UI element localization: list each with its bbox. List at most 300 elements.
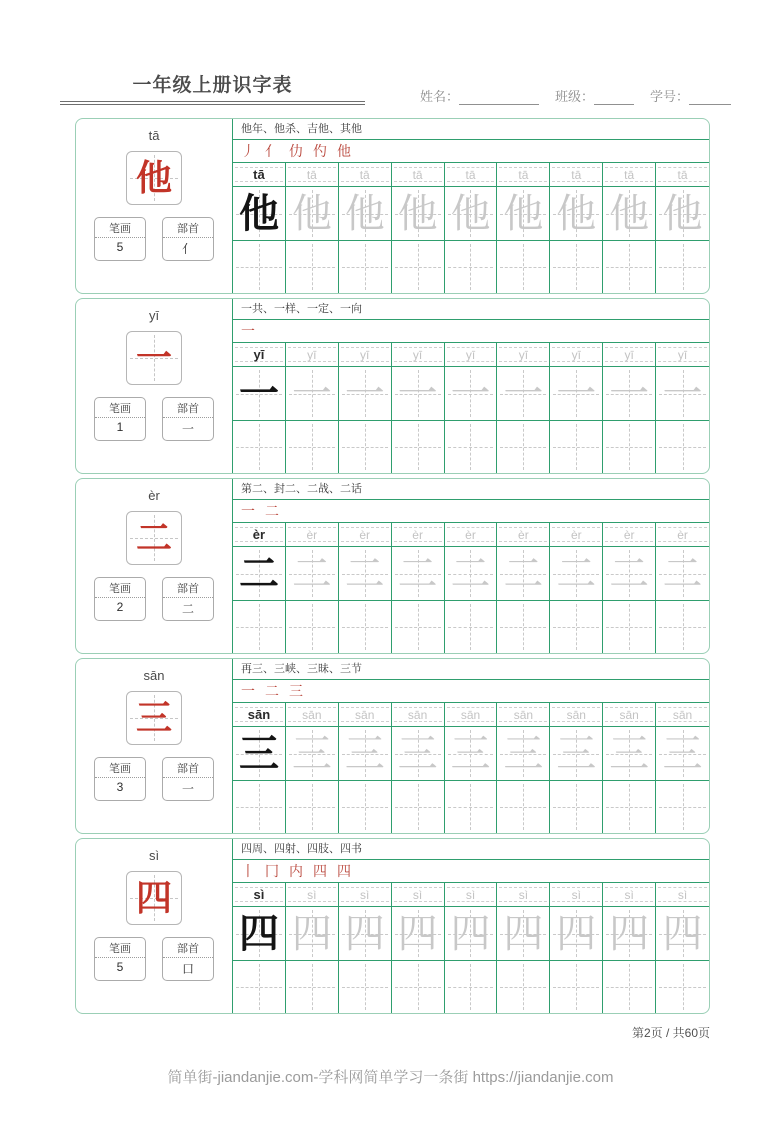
practice-pinyin-cell — [550, 163, 603, 186]
practice-pinyin-cell — [603, 883, 656, 906]
practice-char-cell — [497, 907, 550, 960]
practice-empty-cell — [550, 781, 603, 833]
pinyin-label: tā — [148, 128, 160, 143]
practice-char-text: 四 — [450, 911, 491, 956]
practice-empty-cell — [603, 421, 656, 473]
stroke-count-box — [94, 217, 146, 261]
practice-pinyin-cell — [445, 523, 498, 546]
practice-pinyin-cell — [392, 523, 445, 546]
practice-panel — [233, 119, 709, 293]
practice-pinyin-cell — [233, 523, 286, 546]
practice-pinyin-text: sì — [624, 887, 634, 902]
pinyin-label: sān — [143, 668, 165, 683]
practice-empty-cell — [497, 961, 550, 1013]
stroke-order-step: 三 — [289, 683, 303, 699]
example-words: 他年、他杀、吉他、其他 — [233, 119, 709, 140]
practice-char-text: 一 — [397, 371, 438, 416]
stroke-order-row — [233, 500, 709, 523]
practice-char-text: 四 — [662, 911, 703, 956]
practice-pinyin-cell — [286, 163, 339, 186]
practice-char-cell — [286, 907, 339, 960]
practice-empty-cell — [603, 961, 656, 1013]
practice-empty-row — [233, 241, 709, 293]
practice-empty-cell — [286, 781, 339, 833]
stroke-count-value: 2 — [116, 600, 124, 614]
practice-char-cell — [550, 187, 603, 240]
info-row — [76, 577, 232, 621]
practice-pinyin-row — [233, 883, 709, 907]
practice-empty-cell — [233, 961, 286, 1013]
character-display: 一 — [135, 337, 172, 378]
practice-char-cell — [603, 367, 656, 420]
radical-label: 部首 — [163, 218, 213, 238]
practice-empty-cell — [497, 421, 550, 473]
practice-pinyin-cell — [233, 883, 286, 906]
practice-empty-cell — [339, 781, 392, 833]
practice-char-text: 二 — [556, 551, 597, 596]
practice-panel — [233, 479, 709, 653]
practice-panel — [233, 839, 709, 1013]
practice-char-cell — [445, 727, 498, 780]
practice-pinyin-cell — [656, 523, 709, 546]
stroke-order-step: 一 — [241, 503, 255, 519]
practice-pinyin-text: èr — [306, 527, 318, 542]
character-display-box — [126, 691, 182, 745]
radical-box — [162, 397, 214, 441]
practice-char-cell — [656, 367, 709, 420]
practice-panel — [233, 299, 709, 473]
practice-pinyin-cell — [656, 163, 709, 186]
practice-char-text: 四 — [609, 911, 650, 956]
practice-char-cell — [656, 907, 709, 960]
practice-empty-cell — [445, 961, 498, 1013]
practice-pinyin-text: yī — [360, 347, 370, 362]
practice-char-cell — [339, 187, 392, 240]
char-block-yi — [75, 298, 710, 474]
practice-char-text: 四 — [291, 911, 332, 956]
practice-char-cell — [286, 547, 339, 600]
practice-empty-cell — [550, 421, 603, 473]
practice-char-cell — [603, 547, 656, 600]
title-wrap — [60, 70, 365, 105]
practice-pinyin-text: yī — [465, 347, 476, 362]
practice-char-cell — [233, 547, 286, 600]
radical-label: 部首 — [163, 758, 213, 778]
name-blank — [459, 92, 539, 105]
practice-pinyin-cell — [339, 523, 392, 546]
practice-char-cell — [392, 907, 445, 960]
practice-char-text: 三 — [344, 731, 385, 776]
practice-pinyin-text: sān — [407, 707, 428, 722]
practice-char-cell — [550, 367, 603, 420]
name-label: 姓名： — [420, 89, 460, 104]
practice-pinyin-text: sì — [518, 887, 529, 902]
stroke-order-step: 二 — [265, 683, 279, 699]
practice-pinyin-text: yī — [412, 347, 423, 362]
practice-pinyin-row — [233, 703, 709, 727]
stroke-order-step: 一 — [241, 323, 255, 339]
stroke-order-step: 仢 — [313, 143, 327, 159]
practice-pinyin-text: sān — [619, 707, 639, 722]
site-watermark: 简单街-jiandanjie.com-学科网简单学习一条街 https://jiandanjie.com — [167, 1069, 614, 1086]
practice-pinyin-text: sì — [677, 887, 688, 902]
practice-pinyin-cell — [603, 703, 656, 726]
practice-pinyin-text: tā — [412, 167, 423, 182]
char-info-panel — [76, 299, 233, 473]
practice-pinyin-cell — [233, 343, 286, 366]
character-display: 三 — [135, 697, 172, 738]
practice-pinyin-text: sì — [307, 887, 317, 902]
character-display-box — [126, 151, 182, 205]
practice-empty-cell — [286, 421, 339, 473]
stroke-count-label: 笔画 — [95, 398, 145, 418]
radical-box — [162, 937, 214, 981]
practice-char-text: 他 — [344, 191, 385, 236]
practice-pinyin-cell — [550, 523, 603, 546]
practice-char-text: 二 — [291, 551, 332, 596]
practice-char-text: 二 — [238, 551, 279, 596]
practice-char-text: 三 — [238, 731, 279, 776]
practice-pinyin-row — [233, 163, 709, 187]
practice-char-cell — [339, 547, 392, 600]
practice-empty-cell — [656, 781, 709, 833]
char-info-panel — [76, 119, 233, 293]
practice-empty-cell — [392, 421, 445, 473]
practice-pinyin-cell — [550, 883, 603, 906]
practice-char-text: 四 — [397, 911, 438, 956]
practice-empty-cell — [603, 241, 656, 293]
practice-empty-cell — [392, 781, 445, 833]
practice-pinyin-cell — [445, 163, 498, 186]
practice-pinyin-text: sì — [360, 887, 370, 902]
stroke-count-label: 笔画 — [95, 578, 145, 598]
id-blank — [689, 92, 731, 105]
practice-char-text: 一 — [238, 371, 279, 416]
practice-pinyin-text: sān — [566, 707, 586, 722]
practice-empty-row — [233, 961, 709, 1013]
practice-pinyin-text: yī — [307, 347, 317, 362]
class-blank — [594, 92, 634, 105]
practice-char-text: 他 — [503, 191, 544, 236]
practice-empty-cell — [656, 601, 709, 653]
practice-char-text: 他 — [397, 191, 438, 236]
radical-box — [162, 757, 214, 801]
practice-empty-cell — [656, 421, 709, 473]
stroke-order-step: 四 — [313, 863, 327, 879]
practice-pinyin-cell — [550, 343, 603, 366]
practice-pinyin-cell — [445, 703, 498, 726]
practice-empty-row — [233, 601, 709, 653]
radical-label: 部首 — [163, 578, 213, 598]
stroke-order-step: 仂 — [289, 143, 303, 159]
char-block-ta — [75, 118, 710, 294]
practice-pinyin-cell — [445, 343, 498, 366]
practice-pinyin-text: èr — [359, 527, 371, 542]
practice-empty-cell — [286, 601, 339, 653]
practice-empty-cell — [233, 601, 286, 653]
practice-char-text: 一 — [503, 371, 544, 416]
example-words: 第二、封二、二战、二话 — [233, 479, 709, 500]
practice-pinyin-text: tā — [677, 167, 688, 182]
practice-pinyin-text: tā — [624, 167, 635, 182]
character-display-box — [126, 871, 182, 925]
practice-empty-cell — [286, 241, 339, 293]
practice-char-text: 三 — [556, 731, 597, 776]
practice-empty-row — [233, 781, 709, 833]
title-underline — [60, 101, 365, 105]
practice-pinyin-row — [233, 343, 709, 367]
practice-char-text: 三 — [397, 731, 438, 776]
practice-char-text: 一 — [609, 371, 650, 416]
practice-char-text: 一 — [291, 371, 332, 416]
practice-char-cell — [445, 187, 498, 240]
practice-pinyin-cell — [233, 163, 286, 186]
radical-label: 部首 — [163, 398, 213, 418]
practice-pinyin-cell — [603, 163, 656, 186]
practice-empty-cell — [497, 781, 550, 833]
char-block-er — [75, 478, 710, 654]
stroke-order-row — [233, 680, 709, 703]
page-header — [0, 0, 781, 118]
practice-pinyin-cell — [656, 343, 709, 366]
char-info-panel — [76, 659, 233, 833]
practice-pinyin-cell — [445, 883, 498, 906]
practice-pinyin-cell — [497, 883, 550, 906]
practice-char-row — [233, 187, 709, 241]
radical-value: 一 — [181, 422, 194, 436]
stroke-order-step: 二 — [265, 503, 279, 519]
practice-char-cell — [550, 907, 603, 960]
practice-char-text: 二 — [662, 551, 703, 596]
stroke-order-step: 内 — [289, 863, 303, 879]
practice-pinyin-text: yī — [624, 347, 634, 362]
practice-char-text: 二 — [450, 551, 491, 596]
practice-pinyin-cell — [339, 883, 392, 906]
practice-char-cell — [339, 367, 392, 420]
practice-char-text: 一 — [344, 371, 385, 416]
practice-char-text: 二 — [609, 551, 650, 596]
practice-char-row — [233, 367, 709, 421]
practice-pinyin-cell — [392, 163, 445, 186]
practice-pinyin-cell — [286, 883, 339, 906]
practice-char-text: 他 — [291, 191, 332, 236]
stroke-order-step: 四 — [337, 863, 351, 879]
practice-char-cell — [233, 187, 286, 240]
stroke-order-step: 丨 — [241, 863, 255, 879]
practice-pinyin-cell — [392, 883, 445, 906]
stroke-order-step: 一 — [241, 683, 255, 699]
practice-pinyin-cell — [656, 703, 709, 726]
practice-char-text: 三 — [503, 731, 544, 776]
stroke-order-step: 丿 — [241, 143, 255, 159]
practice-pinyin-text: yī — [253, 347, 265, 362]
radical-value: 二 — [181, 602, 194, 616]
pinyin-label: sì — [148, 848, 160, 863]
practice-pinyin-text: tā — [306, 167, 317, 182]
practice-char-cell — [445, 367, 498, 420]
stroke-order-row — [233, 860, 709, 883]
practice-pinyin-text: sān — [672, 707, 693, 722]
practice-empty-cell — [392, 961, 445, 1013]
practice-empty-cell — [339, 421, 392, 473]
class-label: 班级： — [555, 89, 595, 104]
practice-empty-cell — [550, 241, 603, 293]
practice-char-cell — [339, 727, 392, 780]
practice-char-text: 三 — [609, 731, 650, 776]
practice-char-text: 一 — [662, 371, 703, 416]
practice-char-cell — [339, 907, 392, 960]
practice-empty-cell — [392, 241, 445, 293]
practice-char-text: 三 — [450, 731, 491, 776]
practice-pinyin-cell — [339, 703, 392, 726]
practice-char-cell — [392, 367, 445, 420]
practice-pinyin-cell — [233, 703, 286, 726]
practice-char-cell — [286, 727, 339, 780]
practice-pinyin-cell — [392, 703, 445, 726]
practice-char-cell — [656, 547, 709, 600]
practice-pinyin-row — [233, 523, 709, 547]
practice-char-cell — [445, 907, 498, 960]
practice-char-cell — [550, 547, 603, 600]
practice-char-text: 三 — [662, 731, 703, 776]
practice-pinyin-text: sān — [355, 707, 375, 722]
radical-box — [162, 577, 214, 621]
practice-char-cell — [497, 547, 550, 600]
character-display-box — [126, 511, 182, 565]
char-block-san — [75, 658, 710, 834]
pinyin-label: yī — [148, 308, 160, 323]
stroke-count-label: 笔画 — [95, 758, 145, 778]
practice-char-text: 他 — [450, 191, 491, 236]
stroke-count-label: 笔画 — [95, 218, 145, 238]
practice-empty-cell — [603, 601, 656, 653]
student-info-fields — [420, 86, 731, 105]
practice-pinyin-text: yī — [677, 347, 688, 362]
practice-char-text: 四 — [344, 911, 385, 956]
practice-empty-cell — [603, 781, 656, 833]
practice-char-cell — [550, 727, 603, 780]
practice-pinyin-cell — [603, 343, 656, 366]
char-info-panel — [76, 839, 233, 1013]
practice-char-cell — [233, 907, 286, 960]
practice-pinyin-text: yī — [518, 347, 529, 362]
practice-pinyin-text: èr — [465, 527, 476, 542]
practice-empty-cell — [497, 241, 550, 293]
practice-char-text: 一 — [556, 371, 597, 416]
info-row — [76, 937, 232, 981]
practice-empty-cell — [392, 601, 445, 653]
practice-empty-cell — [339, 961, 392, 1013]
practice-empty-cell — [233, 421, 286, 473]
char-info-panel — [76, 479, 233, 653]
practice-pinyin-text: tā — [359, 167, 370, 182]
radical-value: 口 — [181, 962, 194, 976]
practice-char-row — [233, 907, 709, 961]
practice-empty-cell — [656, 961, 709, 1013]
practice-pinyin-text: sān — [302, 707, 322, 722]
practice-char-text: 三 — [291, 731, 332, 776]
practice-char-text: 他 — [609, 191, 650, 236]
stroke-count-value: 5 — [116, 240, 124, 254]
practice-empty-cell — [233, 781, 286, 833]
practice-char-text: 四 — [238, 911, 279, 956]
practice-panel — [233, 659, 709, 833]
practice-empty-cell — [656, 241, 709, 293]
stroke-order-step: 亻 — [265, 143, 279, 159]
stroke-order-row — [233, 320, 709, 343]
practice-empty-cell — [339, 241, 392, 293]
practice-char-cell — [497, 187, 550, 240]
practice-char-text: 他 — [662, 191, 703, 236]
radical-value: 亻 — [181, 242, 194, 256]
stroke-order-step: 他 — [337, 143, 351, 159]
practice-char-text: 二 — [397, 551, 438, 596]
character-blocks — [75, 118, 710, 1018]
practice-char-row — [233, 547, 709, 601]
practice-pinyin-cell — [550, 703, 603, 726]
radical-box — [162, 217, 214, 261]
practice-empty-cell — [339, 601, 392, 653]
practice-pinyin-cell — [497, 523, 550, 546]
practice-char-text: 一 — [450, 371, 491, 416]
pinyin-label: èr — [148, 488, 160, 503]
practice-pinyin-cell — [339, 343, 392, 366]
practice-char-cell — [286, 187, 339, 240]
practice-pinyin-text: tā — [518, 167, 529, 182]
char-block-si — [75, 838, 710, 1014]
practice-pinyin-text: èr — [252, 527, 266, 542]
practice-empty-row — [233, 421, 709, 473]
practice-empty-cell — [550, 961, 603, 1013]
practice-empty-cell — [445, 421, 498, 473]
character-display: 二 — [135, 517, 172, 558]
practice-char-cell — [603, 907, 656, 960]
practice-pinyin-text: tā — [571, 167, 582, 182]
practice-pinyin-cell — [497, 343, 550, 366]
stroke-order-row — [233, 140, 709, 163]
practice-char-cell — [656, 187, 709, 240]
practice-pinyin-text: sì — [465, 887, 476, 902]
stroke-count-box — [94, 757, 146, 801]
practice-empty-cell — [233, 241, 286, 293]
stroke-count-value: 5 — [116, 960, 124, 974]
practice-char-cell — [392, 727, 445, 780]
practice-pinyin-text: sì — [571, 887, 581, 902]
practice-empty-cell — [445, 601, 498, 653]
practice-pinyin-text: sì — [253, 887, 265, 902]
practice-char-cell — [233, 367, 286, 420]
practice-pinyin-text: yī — [571, 347, 581, 362]
practice-char-text: 他 — [238, 191, 279, 236]
character-display-box — [126, 331, 182, 385]
stroke-order-step: 冂 — [265, 863, 279, 879]
practice-pinyin-text: èr — [570, 527, 582, 542]
practice-pinyin-text: èr — [677, 527, 688, 542]
practice-char-text: 四 — [556, 911, 597, 956]
info-row — [76, 217, 232, 261]
practice-pinyin-text: sān — [513, 707, 534, 722]
practice-pinyin-cell — [286, 523, 339, 546]
practice-pinyin-cell — [656, 883, 709, 906]
practice-char-cell — [392, 187, 445, 240]
practice-char-cell — [445, 547, 498, 600]
practice-char-cell — [603, 187, 656, 240]
practice-empty-cell — [550, 601, 603, 653]
practice-empty-cell — [445, 781, 498, 833]
practice-pinyin-cell — [603, 523, 656, 546]
info-row — [76, 397, 232, 441]
practice-empty-cell — [445, 241, 498, 293]
